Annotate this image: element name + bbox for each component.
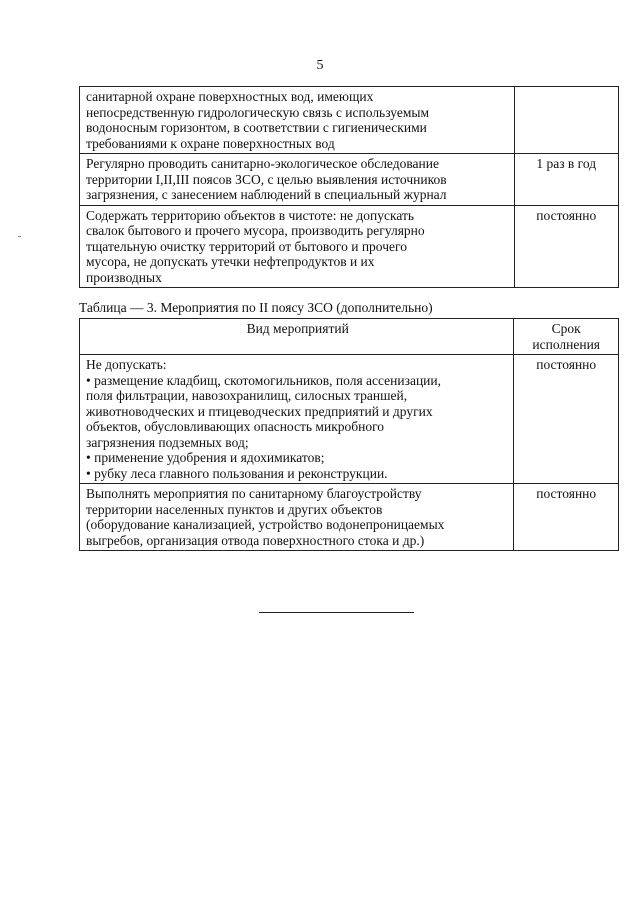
table-header-row (80, 319, 619, 355)
measure-cell (80, 355, 514, 484)
table-row (80, 205, 619, 288)
header-line: исполнения (532, 336, 601, 352)
column-header-measures: Вид мероприятий (80, 319, 514, 355)
table-row (80, 484, 619, 551)
text-line: требованиями к охране поверхностных вод (86, 135, 335, 151)
text-line: территории населенных пунктов и других объектов (86, 501, 383, 517)
text-line: водоносным горизонтом, в соответствии с гигиеническими (86, 120, 427, 135)
table-row (80, 154, 619, 206)
text-line: свалок бытового и прочего мусора, производить регулярно (86, 223, 425, 238)
table-row (80, 355, 619, 484)
term-cell: постоянно (514, 205, 619, 288)
text-line: загрязнения, с занесением наблюдений в специальный журнал (86, 187, 447, 202)
measure-cell (80, 154, 515, 206)
text-line: тщательную очистку территорий от бытового и прочего (86, 238, 407, 254)
measure-cell (80, 87, 515, 154)
table-caption: Таблица — 3. Мероприятия по II поясу ЗСО (дополнительно) (79, 300, 433, 315)
text-line: мусора, не допускать утечки нефтепродуктов и их (86, 254, 375, 269)
text-line: Содержать территорию объектов в чистоте: не допускать (86, 207, 415, 223)
text-line: выгребов, организация отвода поверхностного стока и др.) (86, 532, 425, 548)
measure-cell (80, 484, 514, 551)
text-line: Выполнять мероприятия по санитарному благоустройству (86, 486, 422, 501)
end-rule (259, 612, 414, 613)
text-line: (оборудование канализацией, устройство водонепроницаемых (86, 517, 445, 532)
text-line: • размещение кладбищ, скотомогильников, поля ассенизации, (86, 372, 441, 388)
text-line: загрязнения подземных вод; (86, 434, 249, 450)
text-line: • рубку леса главного пользования и реконструкции. (86, 465, 388, 481)
table-row (80, 87, 619, 154)
term-cell (514, 87, 619, 154)
text-line: санитарной охране поверхностных вод, имеющих (86, 89, 374, 104)
measure-cell (80, 205, 515, 288)
margin-mark (18, 236, 21, 237)
text-line: Регулярно проводить санитарно-экологическое обследование (86, 156, 439, 171)
text-line: территории I,II,III поясов ЗСО, с целью выявления источников (86, 171, 447, 187)
text-line: Не допускать: (86, 357, 167, 372)
header-line: Срок (551, 321, 581, 336)
page-number: 5 (316, 58, 324, 73)
text-line: непосредственную гидрологическую связь с используемым (86, 104, 429, 120)
column-header-term (514, 319, 619, 355)
term-cell: 1 раз в год (514, 154, 619, 206)
term-cell: постоянно (514, 355, 619, 484)
text-line: поля фильтрации, навозохранилищ, силосных траншей, (86, 388, 408, 403)
text-line: животноводческих и птицеводческих предприятий и других (86, 403, 433, 419)
text-line: производных (86, 269, 162, 285)
term-cell: постоянно (514, 484, 619, 551)
measures-table-continued (79, 86, 619, 288)
zone-ii-measures-table (79, 318, 619, 551)
text-line: • применение удобрения и ядохимикатов; (86, 450, 325, 465)
text-line: объектов, обусловливающих опасность микробного (86, 419, 385, 434)
